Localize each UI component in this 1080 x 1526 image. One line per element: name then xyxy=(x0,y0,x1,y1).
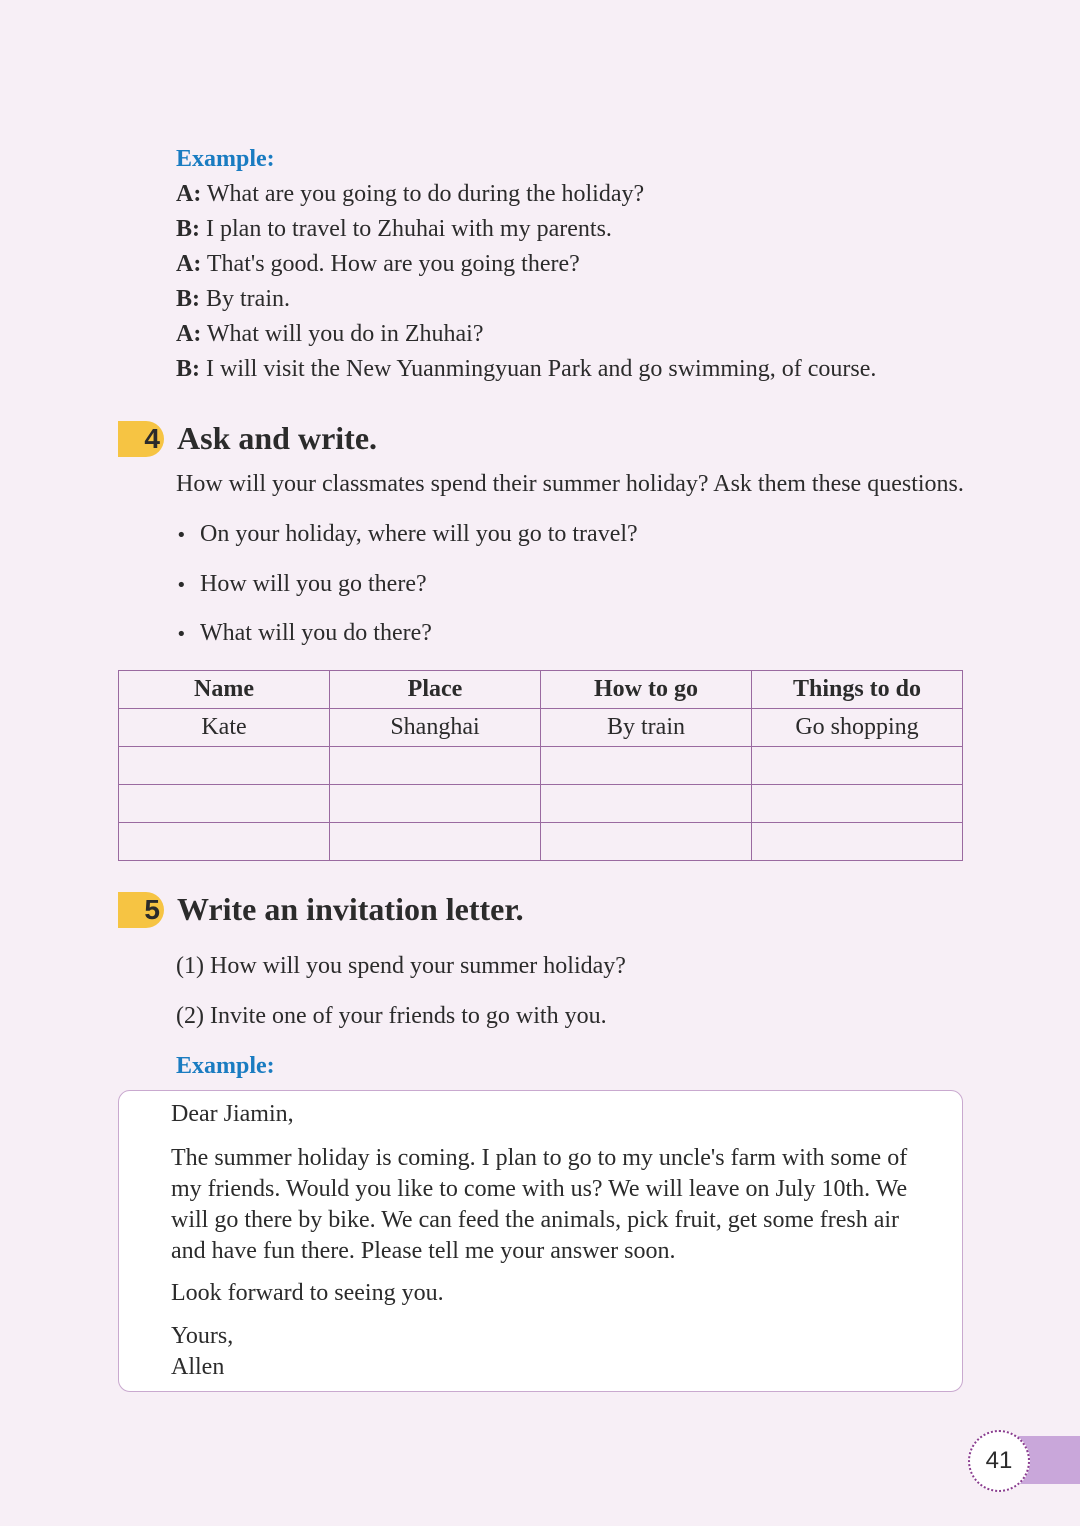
question-item xyxy=(176,620,432,647)
table-cell xyxy=(541,823,752,861)
dialogue-text: I plan to travel to Zhuhai with my parents. xyxy=(200,216,612,242)
dialogue-text: That's good. How are you going there? xyxy=(201,251,580,277)
table-cell xyxy=(541,785,752,823)
example-label: Example: xyxy=(176,146,275,172)
dialogue-line xyxy=(176,251,580,278)
dialogue-line xyxy=(176,356,876,383)
example-label: Example: xyxy=(176,1053,275,1079)
speaker-label: B: xyxy=(176,216,200,242)
speaker-label: B: xyxy=(176,356,200,382)
table-cell xyxy=(752,747,963,785)
table-cell xyxy=(752,785,963,823)
bullet-icon: • xyxy=(176,624,187,645)
speaker-label: A: xyxy=(176,321,202,347)
table-cell xyxy=(330,823,541,861)
dialogue-line xyxy=(176,216,612,243)
section-4-title: Ask and write. xyxy=(177,420,378,456)
letter-signature: Allen xyxy=(171,1354,225,1380)
survey-table xyxy=(118,670,963,861)
section-5-number-badge: 5 xyxy=(118,892,164,928)
section-4-intro: How will your classmates spend their summer holiday? Ask them these questions. xyxy=(176,471,964,497)
dialogue-text: What will you do in Zhuhai? xyxy=(201,321,484,347)
speaker-label: A: xyxy=(176,181,202,207)
letter-body: The summer holiday is coming. I plan to go to my uncle's farm with some of my friends. Would you like to come with us? We will leave on July 10th. We will go there by bike. We can feed the animals, pick fruit, get some fresh air and have fun there. Please tell me your answer soon. xyxy=(171,1145,908,1264)
task-item: (2) Invite one of your friends to go with you. xyxy=(176,1003,607,1029)
section-5-title: Write an invitation letter. xyxy=(177,891,524,927)
dialogue-text: I will visit the New Yuanmingyuan Park and go swimming, of course. xyxy=(200,356,877,382)
speaker-label: B: xyxy=(176,286,200,312)
header-how-to-go: How to go xyxy=(541,671,752,709)
table-cell xyxy=(752,823,963,861)
table-cell: By train xyxy=(541,709,752,747)
letter-greeting: Dear Jiamin, xyxy=(171,1101,294,1127)
dialogue-line xyxy=(176,321,484,348)
header-place: Place xyxy=(330,671,541,709)
bullet-icon: • xyxy=(176,525,187,546)
question-item xyxy=(176,571,427,598)
table-cell xyxy=(330,747,541,785)
question-text: On your holiday, where will you go to travel? xyxy=(200,521,638,547)
table-header-row xyxy=(119,671,963,709)
table-cell: Kate xyxy=(119,709,330,747)
letter-closing-line: Look forward to seeing you. xyxy=(171,1280,444,1306)
dialogue-text: What are you going to do during the holiday? xyxy=(201,181,645,207)
table-cell xyxy=(330,785,541,823)
table-row xyxy=(119,747,963,785)
task-item: (1) How will you spend your summer holiday? xyxy=(176,953,626,979)
table-cell xyxy=(119,747,330,785)
header-name: Name xyxy=(119,671,330,709)
question-text: How will you go there? xyxy=(200,571,427,597)
table-cell xyxy=(119,823,330,861)
table-row xyxy=(119,709,963,747)
dialogue-line xyxy=(176,286,290,313)
dialogue-line xyxy=(176,181,644,208)
table-row xyxy=(119,823,963,861)
header-things-to-do: Things to do xyxy=(752,671,963,709)
question-item xyxy=(176,521,638,548)
dialogue-text: By train. xyxy=(200,286,290,312)
page-number: 41 xyxy=(968,1430,1030,1492)
speaker-label: A: xyxy=(176,251,202,277)
table-cell xyxy=(541,747,752,785)
question-text: What will you do there? xyxy=(200,620,432,646)
bullet-icon: • xyxy=(176,575,187,596)
table-cell xyxy=(119,785,330,823)
table-cell: Go shopping xyxy=(752,709,963,747)
section-4-number-badge: 4 xyxy=(118,421,164,457)
table-cell: Shanghai xyxy=(330,709,541,747)
table-row xyxy=(119,785,963,823)
letter-signoff: Yours, xyxy=(171,1323,234,1349)
